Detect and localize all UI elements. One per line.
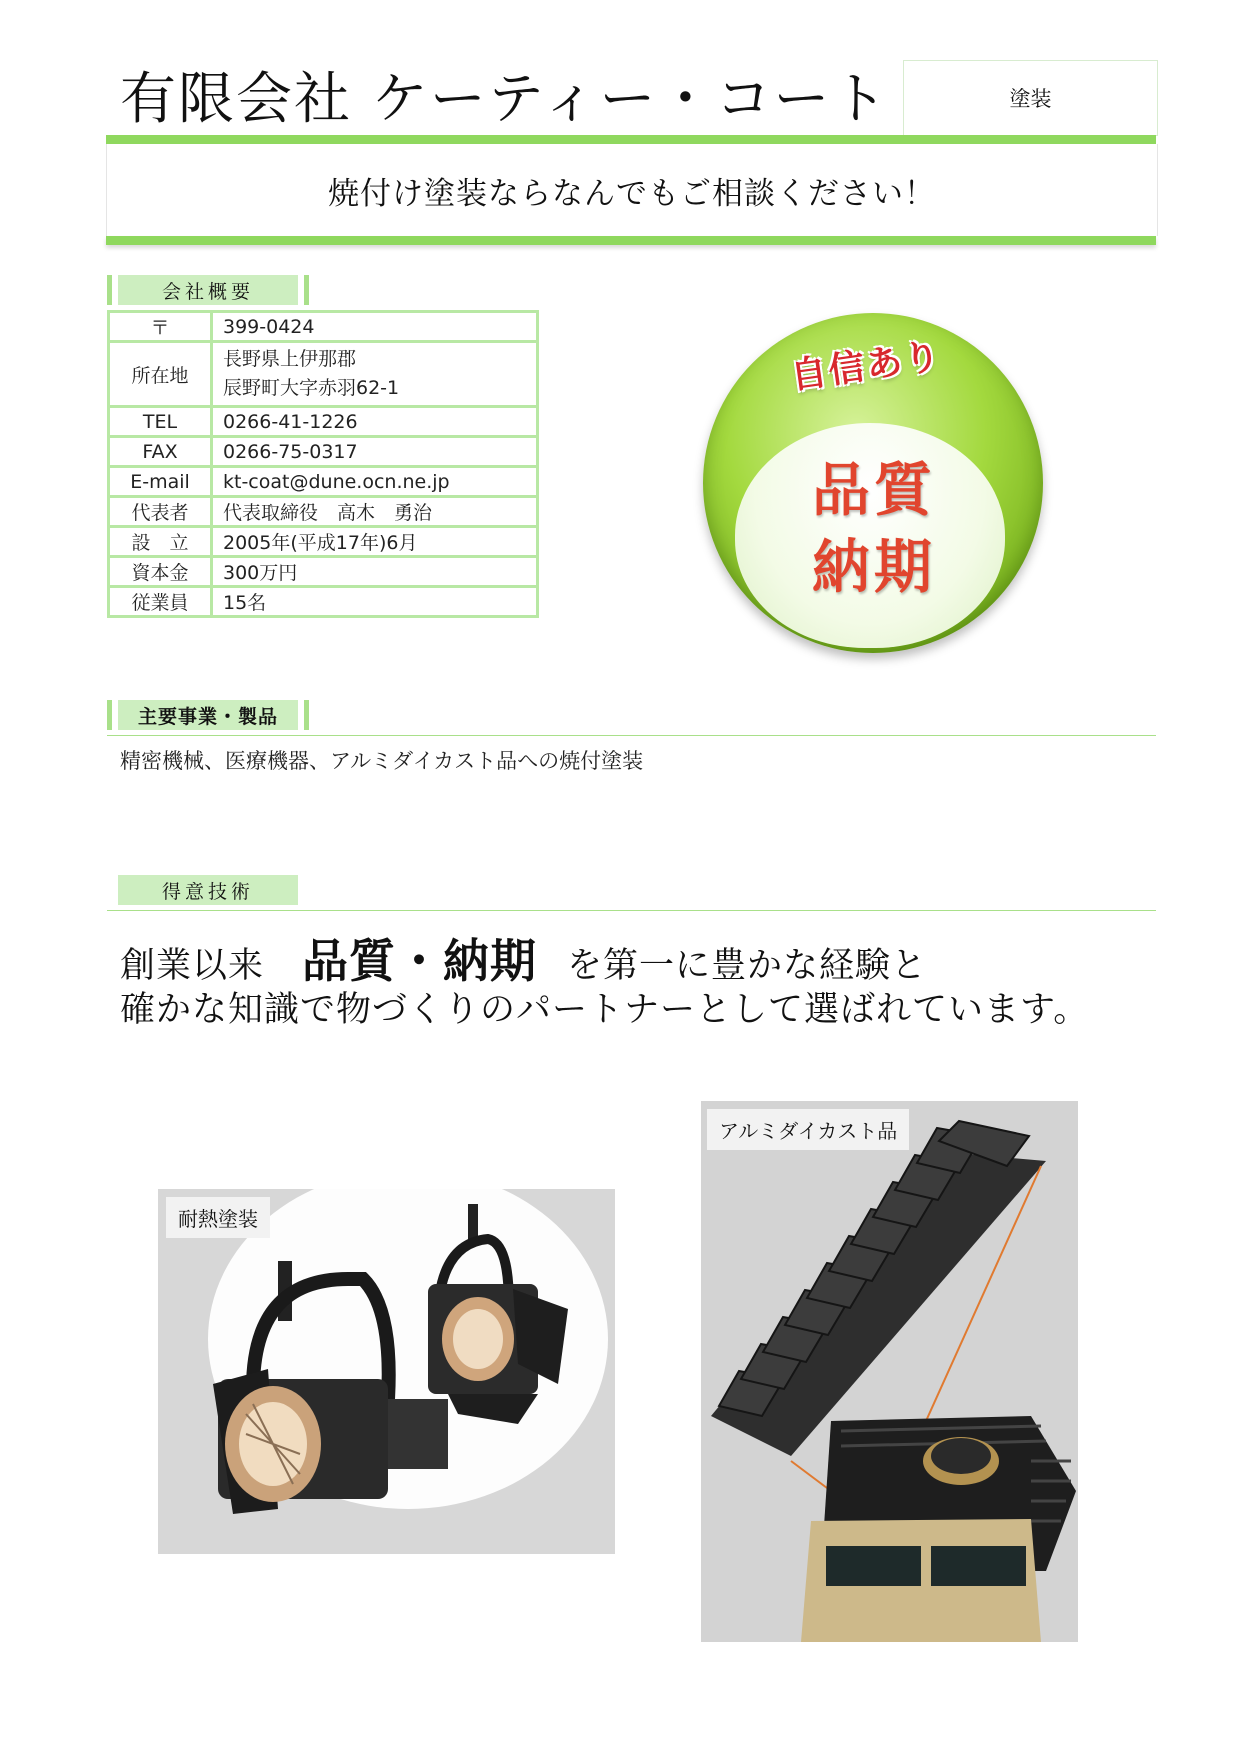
row-key: 〒 (109, 312, 212, 342)
photo-label: アルミダイカスト品 (707, 1109, 909, 1150)
row-key: 所在地 (109, 342, 212, 407)
row-key: 資本金 (109, 557, 212, 587)
table-row (109, 527, 538, 557)
statement-post: を第一に豊かな経験と (567, 946, 928, 986)
badge-arc-text: 自信あり (788, 335, 945, 398)
die-cast-illustration (701, 1101, 1078, 1642)
badge-word-quality: 品質 (812, 456, 937, 524)
company-info-table (107, 310, 539, 618)
row-key: 従業員 (109, 587, 212, 617)
business-description: 精密機械、医療機器、アルミダイカスト品への焼付塗装 (120, 749, 644, 773)
statement-line2: 確かな知識で物づくりのパートナーとして選ばれています。 (120, 990, 1090, 1030)
section-header-right-bar (304, 700, 309, 730)
section-divider (107, 910, 1156, 911)
photo-heat-resistant-coating (158, 1189, 615, 1554)
section-divider (107, 735, 1156, 736)
stage-light-illustration (158, 1189, 615, 1554)
row-value: 300万円 (212, 557, 538, 587)
row-value: 代表取締役 高木 勇治 (212, 497, 538, 527)
photo-aluminum-die-cast (701, 1101, 1078, 1642)
tagline: 焼付け塗装ならなんでもご相談ください！ (106, 144, 1158, 236)
row-value: 15名 (212, 587, 538, 617)
section-header-business (107, 700, 309, 730)
row-key: E-mail (109, 467, 212, 497)
table-row (109, 497, 538, 527)
row-key: TEL (109, 407, 212, 437)
row-value-email: kt-coat@dune.ocn.ne.jp (212, 467, 538, 497)
row-key: FAX (109, 437, 212, 467)
section-title-skills: 得意技術 (118, 875, 298, 905)
section-header-left-bar (107, 875, 112, 905)
address-line2: 辰野町大字赤羽62-1 (223, 377, 400, 399)
row-key: 設 立 (109, 527, 212, 557)
category-box: 塗装 (903, 60, 1158, 136)
section-header-left-bar (107, 700, 112, 730)
row-value-address (212, 342, 538, 407)
section-header-skills (107, 875, 298, 905)
section-title-business: 主要事業・製品 (118, 700, 298, 730)
section-header-left-bar (107, 275, 112, 305)
table-row (109, 342, 538, 407)
row-key: 代表者 (109, 497, 212, 527)
statement-pre: 創業以来 (120, 946, 265, 986)
table-row (109, 557, 538, 587)
table-row (109, 437, 538, 467)
row-value: 2005年(平成17年)6月 (212, 527, 538, 557)
photo-label: 耐熱塗装 (166, 1197, 270, 1238)
table-row (109, 407, 538, 437)
row-value: 0266-75-0317 (212, 437, 538, 467)
row-value: 399-0424 (212, 312, 538, 342)
table-row (109, 587, 538, 617)
address-line1: 長野県上伊那郡 (223, 348, 357, 370)
table-row (109, 312, 538, 342)
row-value: 0266-41-1226 (212, 407, 538, 437)
header-green-bar (106, 135, 1156, 144)
badge-word-delivery: 納期 (812, 533, 937, 601)
company-name: 有限会社 ケーティー・コート (120, 67, 890, 132)
statement-emphasis: 品質・納期 (302, 934, 538, 988)
section-title-profile: 会社概要 (118, 275, 298, 305)
table-row (109, 467, 538, 497)
section-header-right-bar (304, 275, 309, 305)
tagline-green-bar (106, 236, 1156, 245)
section-header-profile (107, 275, 309, 305)
